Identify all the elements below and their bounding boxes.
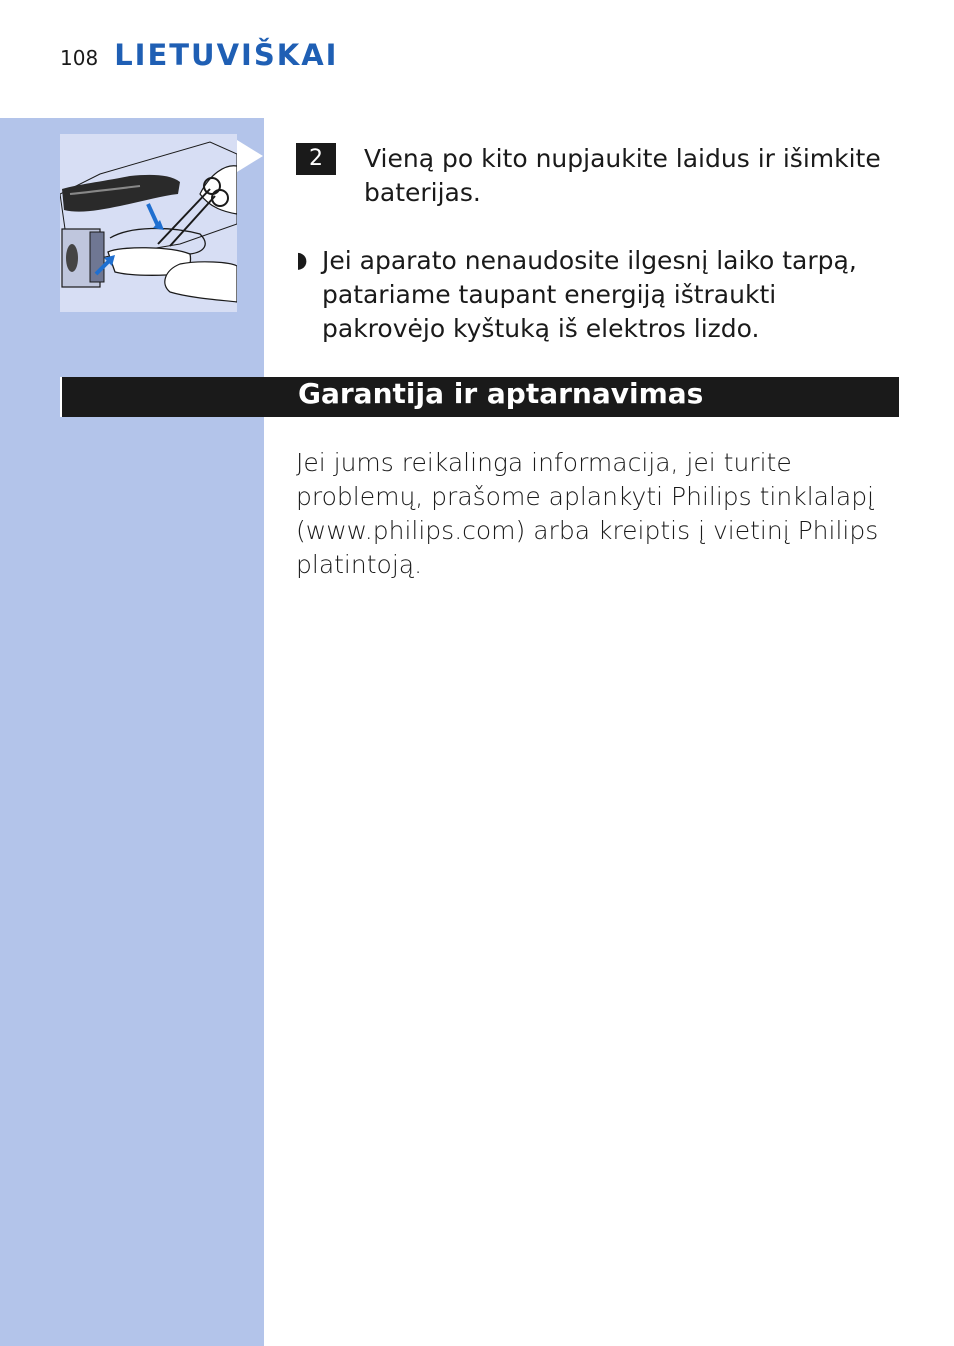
- tip-bullet-icon: ◗: [296, 248, 308, 273]
- tip-text: Jei aparato nenaudosite ilgesnį laiko tarpą, patariame taupant energiją ištraukti pakrovėjo kyštuką iš elektros lizdo.: [322, 246, 857, 343]
- illustration-pointer: [237, 140, 263, 172]
- page-number: 108: [60, 46, 99, 70]
- step-number-badge: 2: [296, 143, 336, 175]
- page-header: [60, 38, 338, 78]
- illustration-cutting-wires: [60, 134, 237, 312]
- language-heading: LIETUVIŠKAI: [114, 38, 339, 72]
- section-title: Garantija ir aptarnavimas: [298, 377, 704, 410]
- scissors-cutting-wires-drawing: [60, 134, 237, 312]
- warranty-info-text: Jei jums reikalinga informacija, jei turite problemų, prašome aplankyti Philips tinklalapį (www.philips.com) arba kreiptis į vietinį Philips platintoją.: [296, 448, 879, 579]
- step-2: [296, 143, 904, 210]
- tip: [296, 244, 902, 346]
- section-heading-bar: [60, 377, 899, 417]
- step-text: Vieną po kito nupjaukite laidus ir išimkite baterijas.: [364, 144, 881, 207]
